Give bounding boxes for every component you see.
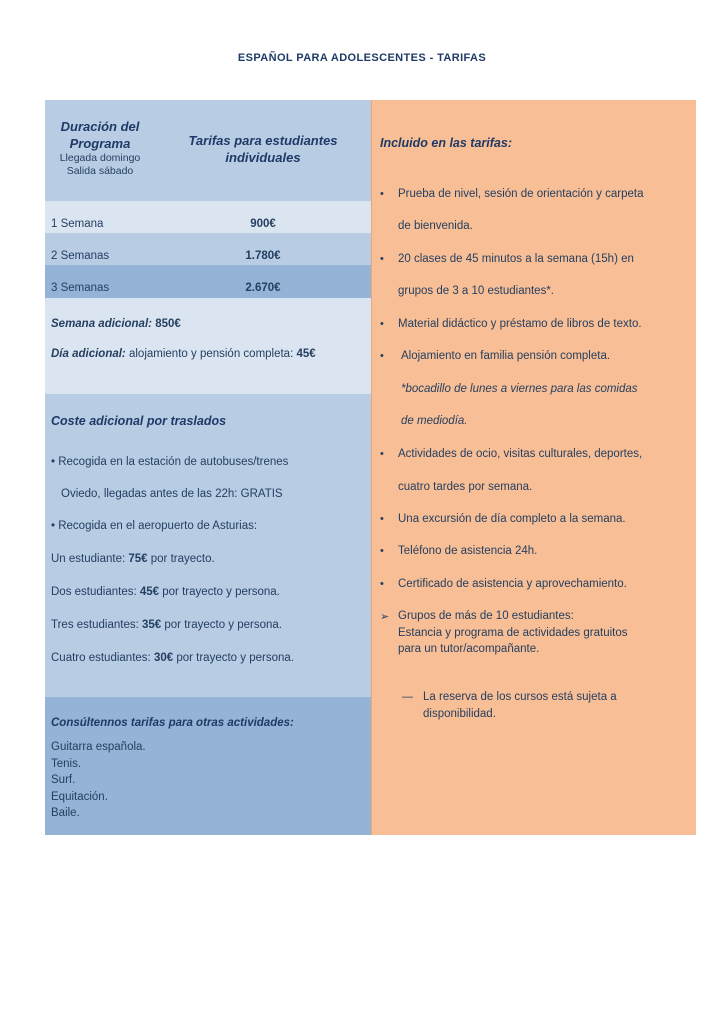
list-item: Tenis.: [51, 757, 82, 770]
consultar-heading: Consúltennos tarifas para otras actividades:: [51, 717, 294, 729]
coste-line: [51, 652, 294, 664]
left-column: [45, 100, 371, 835]
incluido-item: disponibilidad.: [423, 708, 496, 720]
duracion-header: [45, 100, 155, 200]
coste-label: Dos estudiantes:: [51, 586, 137, 598]
salida-text: Salida sábado: [66, 165, 134, 177]
coste-rest: por trayecto y persona.: [176, 652, 294, 664]
bullet-icon: •: [380, 318, 384, 330]
incluido-item: de bienvenida.: [398, 220, 473, 232]
actividades-list: [51, 739, 146, 822]
price-row: [45, 201, 371, 233]
tarifas-title: Tarifas para estudiantes individuales: [188, 133, 338, 165]
price-row-label: 2 Semanas: [51, 250, 110, 262]
incluido-note: de mediodía.: [401, 415, 468, 427]
bullet-icon: •: [380, 188, 384, 200]
coste-rest: por trayecto.: [150, 553, 215, 565]
coste-section: [45, 394, 371, 697]
coste-price: 45€: [139, 586, 160, 598]
incluido-item: Actividades de ocio, visitas culturales, deportes,: [398, 448, 643, 460]
tarifas-header: [155, 100, 371, 200]
semana-adicional-label: Semana adicional:: [51, 318, 152, 330]
bullet-icon: •: [380, 448, 384, 460]
incluido-item: 20 clases de 45 minutos a la semana (15h) en: [398, 253, 634, 265]
bullet-icon: •: [380, 253, 384, 265]
price-row-value: 1.780€: [245, 250, 281, 262]
incluido-item: Una excursión de día completo a la semana.: [398, 513, 626, 525]
llegada-text: Llegada domingo: [59, 152, 141, 164]
coste-price: 35€: [142, 619, 162, 631]
price-row-label: 1 Semana: [51, 218, 104, 230]
incluido-item: Certificado de asistencia y aprovechamiento.: [398, 578, 627, 590]
coste-rest: por trayecto y persona.: [162, 586, 280, 598]
coste-line: Oviedo, llegadas antes de las 22h: GRATIS: [61, 488, 283, 500]
coste-heading: Coste adicional por traslados: [51, 414, 227, 428]
semana-adicional-price: 850€: [155, 318, 181, 330]
page-title: ESPAÑOL PARA ADOLESCENTES - TARIFAS: [237, 52, 487, 64]
incluido-column: [371, 100, 696, 835]
incluido-heading: Incluido en las tarifas:: [380, 136, 512, 150]
bullet-icon: •: [380, 350, 384, 362]
arrow-bullet-icon: ➢: [380, 611, 390, 623]
list-item: Guitarra española.: [51, 741, 146, 753]
incluido-item: La reserva de los cursos está sujeta a: [423, 691, 617, 703]
price-row-label: 3 Semanas: [51, 282, 110, 294]
coste-price: 75€: [128, 553, 148, 565]
dash-bullet-icon: —: [402, 691, 413, 703]
incluido-item: Alojamiento en familia pensión completa.: [401, 350, 611, 362]
consultar-section: [45, 697, 371, 835]
tarifas-table: [45, 100, 696, 835]
dia-adicional-text: alojamiento y pensión completa:: [128, 348, 294, 360]
incluido-note: *bocadillo de lunes a viernes para las comidas: [401, 383, 638, 395]
incluido-item: cuatro tardes por semana.: [398, 481, 533, 493]
list-item: Baile.: [51, 807, 80, 819]
incluido-item: Teléfono de asistencia 24h.: [398, 545, 538, 557]
price-row-value: 900€: [250, 218, 276, 230]
price-row-value: 2.670€: [245, 282, 281, 294]
bullet-icon: •: [380, 545, 384, 557]
coste-rest: por trayecto y persona.: [164, 619, 283, 631]
incluido-item: Grupos de más de 10 estudiantes:: [398, 610, 574, 622]
coste-line: [51, 553, 215, 565]
coste-label: Un estudiante:: [51, 553, 126, 565]
coste-line: [51, 586, 280, 598]
duracion-title: Duración del Programa: [60, 119, 140, 151]
dia-adicional-price: 45€: [296, 348, 316, 360]
incluido-item: para un tutor/acompañante.: [398, 643, 540, 655]
coste-label: Cuatro estudiantes:: [51, 652, 151, 664]
incluido-item: Estancia y programa de actividades gratuitos: [398, 627, 628, 639]
semana-adicional: [51, 318, 181, 330]
price-row: [45, 233, 371, 265]
bullet-icon: •: [380, 578, 384, 590]
incluido-item: grupos de 3 a 10 estudiantes*.: [398, 285, 555, 297]
coste-line: • Recogida en la estación de autobuses/trenes: [51, 456, 289, 468]
incluido-item: Material didáctico y préstamo de libros de texto.: [398, 318, 642, 330]
list-item: Surf.: [51, 774, 76, 786]
dia-adicional-label: Día adicional:: [51, 348, 126, 360]
list-item: Equitación.: [51, 790, 108, 803]
extra-section: [45, 298, 371, 394]
coste-line: • Recogida en el aeropuerto de Asturias:: [51, 520, 258, 532]
bullet-icon: •: [380, 513, 384, 525]
coste-price: 30€: [153, 652, 174, 664]
coste-line: [51, 619, 282, 631]
dia-adicional: [51, 348, 316, 360]
incluido-item: Prueba de nivel, sesión de orientación y carpeta: [398, 188, 644, 200]
price-row: [45, 265, 371, 298]
coste-label: Tres estudiantes:: [51, 619, 139, 631]
